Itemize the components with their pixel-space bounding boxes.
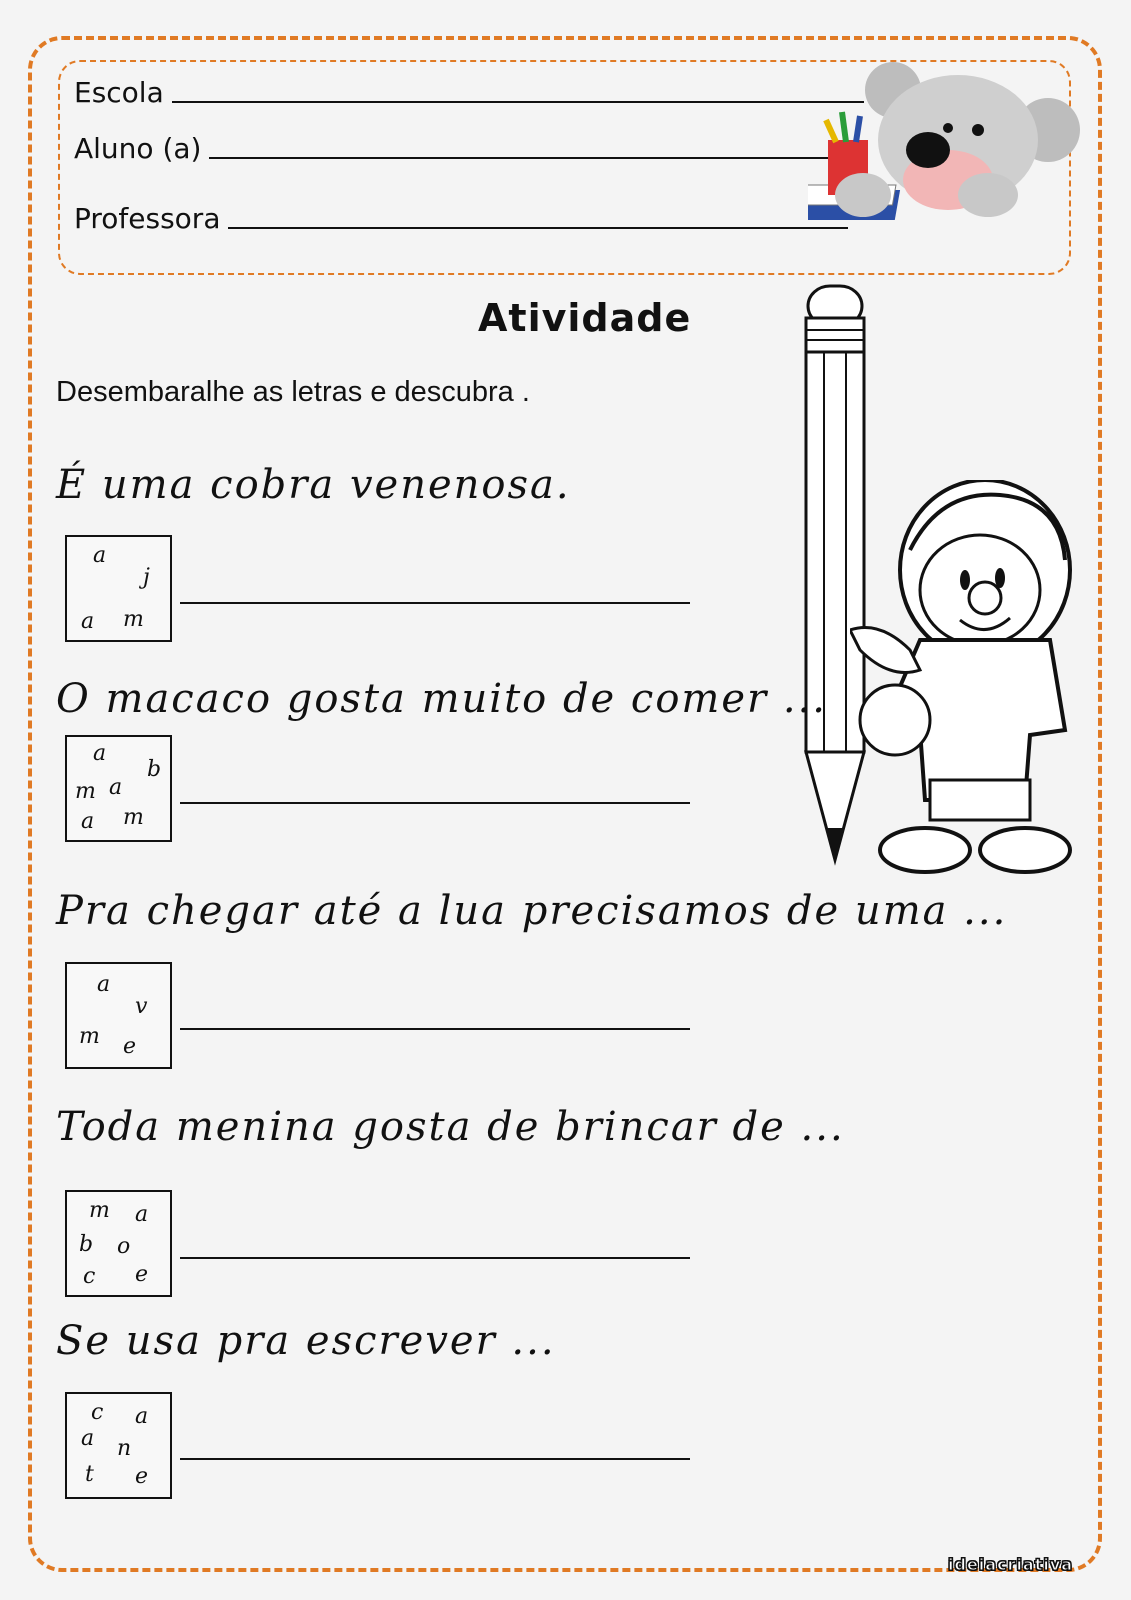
letter: c — [91, 1400, 104, 1425]
question-2-prompt: O macaco gosta muito de comer ... — [56, 676, 827, 722]
letter: b — [79, 1232, 94, 1257]
question-2-letter-box — [65, 735, 172, 842]
letter: a — [135, 1404, 149, 1429]
question-3-letter-box — [65, 962, 172, 1069]
instruction-text: Desembaralhe as letras e descubra . — [56, 376, 530, 408]
letter: a — [93, 543, 107, 568]
school-line[interactable] — [172, 100, 864, 103]
question-1-answer-line[interactable] — [180, 602, 690, 604]
letter: a — [81, 609, 95, 634]
letter: v — [135, 994, 148, 1019]
letter: j — [143, 565, 150, 590]
letter: n — [117, 1436, 132, 1461]
question-5-prompt: Se usa pra escrever ... — [56, 1318, 556, 1364]
letter: m — [75, 779, 96, 804]
teacher-line[interactable] — [228, 226, 848, 229]
question-4-answer-line[interactable] — [180, 1257, 690, 1259]
teacher-label: Professora — [74, 202, 221, 235]
school-field — [74, 76, 864, 109]
letter: b — [147, 757, 162, 782]
letter: a — [109, 775, 123, 800]
question-4-letter-box — [65, 1190, 172, 1297]
school-label: Escola — [74, 76, 164, 109]
teacher-field — [74, 202, 848, 235]
letter: e — [123, 1034, 137, 1059]
student-field — [74, 132, 859, 165]
page-title: Atividade — [478, 296, 692, 340]
letter: m — [89, 1198, 110, 1223]
question-3-answer-line[interactable] — [180, 1028, 690, 1030]
letter: m — [79, 1024, 100, 1049]
letter: e — [135, 1262, 149, 1287]
question-5-answer-line[interactable] — [180, 1458, 690, 1460]
letter: a — [81, 1426, 95, 1451]
letter: c — [83, 1264, 96, 1289]
letter: t — [85, 1462, 94, 1487]
question-2-answer-line[interactable] — [180, 802, 690, 804]
letter: a — [93, 741, 107, 766]
question-1-letter-box — [65, 535, 172, 642]
letter: m — [123, 607, 144, 632]
ideiacriativa-logo: ideiacriativa — [948, 1555, 1074, 1574]
letter: o — [117, 1234, 131, 1259]
letter: a — [135, 1202, 149, 1227]
teddy-bear-icon — [808, 60, 1108, 260]
student-label: Aluno (a) — [74, 132, 202, 165]
student-line[interactable] — [209, 156, 859, 159]
boy-icon — [850, 480, 1090, 900]
letter: e — [135, 1464, 149, 1489]
letter: m — [123, 805, 144, 830]
question-5-letter-box — [65, 1392, 172, 1499]
question-4-prompt: Toda menina gosta de brincar de ... — [56, 1104, 845, 1150]
question-1-prompt: É uma cobra venenosa. — [56, 462, 571, 508]
question-3-prompt: Pra chegar até a lua precisamos de uma ... — [56, 888, 1008, 934]
letter: a — [81, 809, 95, 834]
letter: a — [97, 972, 111, 997]
